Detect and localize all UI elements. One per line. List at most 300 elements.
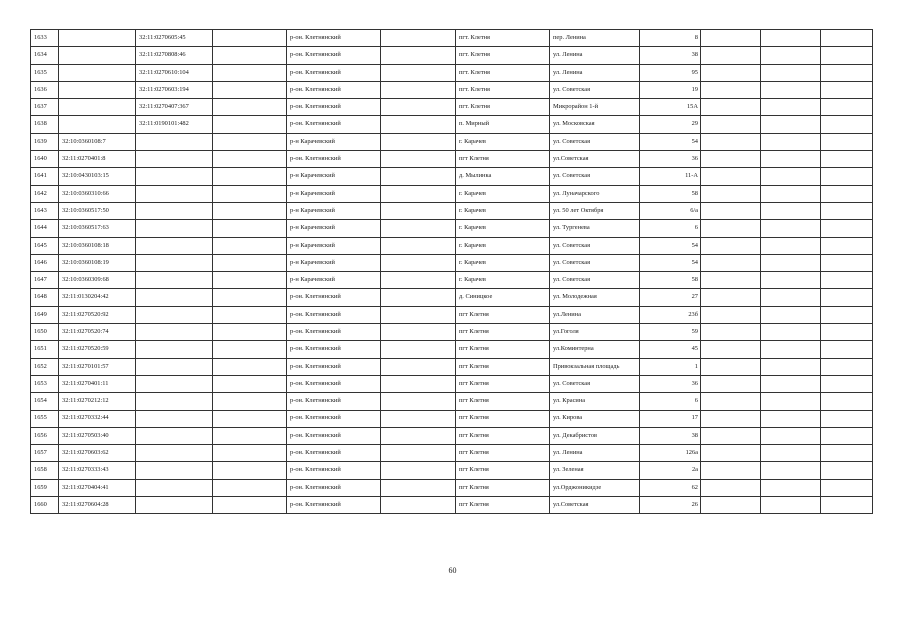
- street-cell: ул. Советская: [550, 168, 640, 185]
- empty-cell: [213, 341, 287, 358]
- empty-cell: [821, 393, 873, 410]
- street-cell: ул. Советская: [550, 81, 640, 98]
- house-number-cell: 95: [640, 64, 701, 81]
- empty-cell: [213, 306, 287, 323]
- row-number-cell: 1654: [31, 393, 59, 410]
- street-cell: ул. Советская: [550, 272, 640, 289]
- empty-cell: [701, 324, 761, 341]
- empty-cell: [381, 410, 456, 427]
- empty-cell: [381, 220, 456, 237]
- district-cell: р-он. Клетнянский: [287, 116, 381, 133]
- table-row: [31, 133, 873, 150]
- cadastral-number-cell: 32:11:0270332:44: [59, 410, 136, 427]
- empty-cell: [213, 324, 287, 341]
- empty-cell: [821, 47, 873, 64]
- empty-cell: [761, 272, 821, 289]
- empty-cell: [821, 306, 873, 323]
- row-number-cell: 1658: [31, 462, 59, 479]
- cadastral-number-alt-cell: [136, 497, 213, 514]
- row-number-cell: 1657: [31, 445, 59, 462]
- settlement-cell: пгт Клетня: [456, 151, 550, 168]
- table-row: [31, 81, 873, 98]
- empty-cell: [701, 393, 761, 410]
- empty-cell: [213, 497, 287, 514]
- settlement-cell: пгт Клетня: [456, 358, 550, 375]
- district-cell: р-н Карачевский: [287, 168, 381, 185]
- street-cell: ул.Ленина: [550, 306, 640, 323]
- house-number-cell: 6: [640, 393, 701, 410]
- cadastral-number-alt-cell: [136, 202, 213, 219]
- empty-cell: [821, 410, 873, 427]
- empty-cell: [821, 99, 873, 116]
- house-number-cell: 6: [640, 220, 701, 237]
- empty-cell: [821, 168, 873, 185]
- empty-cell: [821, 185, 873, 202]
- empty-cell: [701, 237, 761, 254]
- district-cell: р-н Карачевский: [287, 133, 381, 150]
- street-cell: ул. Луначарского: [550, 185, 640, 202]
- cadastral-number-cell: [59, 30, 136, 47]
- empty-cell: [761, 445, 821, 462]
- street-cell: ул.Гоголя: [550, 324, 640, 341]
- empty-cell: [213, 133, 287, 150]
- empty-cell: [821, 375, 873, 392]
- street-cell: ул.Орджоникидзе: [550, 479, 640, 496]
- cadastral-number-alt-cell: [136, 479, 213, 496]
- empty-cell: [381, 358, 456, 375]
- empty-cell: [381, 445, 456, 462]
- street-cell: ул.Коминтерна: [550, 341, 640, 358]
- row-number-cell: 1642: [31, 185, 59, 202]
- cadastral-number-alt-cell: [136, 358, 213, 375]
- row-number-cell: 1635: [31, 64, 59, 81]
- district-cell: р-он. Клетнянский: [287, 341, 381, 358]
- empty-cell: [213, 289, 287, 306]
- row-number-cell: 1650: [31, 324, 59, 341]
- cadastral-number-cell: 32:10:0360108:7: [59, 133, 136, 150]
- empty-cell: [213, 254, 287, 271]
- table-row: [31, 306, 873, 323]
- empty-cell: [213, 220, 287, 237]
- cadastral-number-alt-cell: [136, 237, 213, 254]
- row-number-cell: 1639: [31, 133, 59, 150]
- settlement-cell: п. Мирный: [456, 116, 550, 133]
- settlement-cell: г. Карачев: [456, 202, 550, 219]
- empty-cell: [821, 427, 873, 444]
- row-number-cell: 1649: [31, 306, 59, 323]
- table-row: [31, 341, 873, 358]
- empty-cell: [701, 289, 761, 306]
- empty-cell: [381, 272, 456, 289]
- empty-cell: [381, 99, 456, 116]
- row-number-cell: 1651: [31, 341, 59, 358]
- street-cell: пер. Ленина: [550, 30, 640, 47]
- empty-cell: [213, 272, 287, 289]
- empty-cell: [761, 358, 821, 375]
- empty-cell: [821, 445, 873, 462]
- settlement-cell: г. Карачев: [456, 272, 550, 289]
- empty-cell: [701, 116, 761, 133]
- cadastral-number-cell: 32:10:0360108:18: [59, 237, 136, 254]
- row-number-cell: 1655: [31, 410, 59, 427]
- empty-cell: [381, 324, 456, 341]
- empty-cell: [701, 306, 761, 323]
- empty-cell: [701, 272, 761, 289]
- cadastral-number-alt-cell: [136, 410, 213, 427]
- house-number-cell: 54: [640, 133, 701, 150]
- table-row: [31, 30, 873, 47]
- empty-cell: [213, 358, 287, 375]
- cadastral-number-alt-cell: [136, 254, 213, 271]
- house-number-cell: 29: [640, 116, 701, 133]
- cadastral-number-alt-cell: [136, 324, 213, 341]
- district-cell: р-н Карачевский: [287, 220, 381, 237]
- empty-cell: [381, 185, 456, 202]
- table-row: [31, 375, 873, 392]
- empty-cell: [701, 220, 761, 237]
- empty-cell: [381, 151, 456, 168]
- empty-cell: [213, 445, 287, 462]
- row-number-cell: 1653: [31, 375, 59, 392]
- empty-cell: [761, 497, 821, 514]
- empty-cell: [701, 99, 761, 116]
- empty-cell: [761, 47, 821, 64]
- district-cell: р-он. Клетнянский: [287, 324, 381, 341]
- empty-cell: [821, 151, 873, 168]
- district-cell: р-он. Клетнянский: [287, 99, 381, 116]
- street-cell: ул. Кирова: [550, 410, 640, 427]
- settlement-cell: пгт Клетня: [456, 306, 550, 323]
- district-cell: р-н Карачевский: [287, 202, 381, 219]
- empty-cell: [821, 64, 873, 81]
- empty-cell: [761, 151, 821, 168]
- house-number-cell: 19: [640, 81, 701, 98]
- district-cell: р-он. Клетнянский: [287, 462, 381, 479]
- district-cell: р-он. Клетнянский: [287, 30, 381, 47]
- cadastral-number-alt-cell: 32:11:0190101:482: [136, 116, 213, 133]
- cadastral-number-cell: 32:11:0270520:92: [59, 306, 136, 323]
- settlement-cell: г. Карачев: [456, 237, 550, 254]
- empty-cell: [381, 237, 456, 254]
- table-row: [31, 462, 873, 479]
- cadastral-number-cell: 32:10:0360309:68: [59, 272, 136, 289]
- street-cell: ул. Декабристов: [550, 427, 640, 444]
- row-number-cell: 1640: [31, 151, 59, 168]
- cadastral-number-alt-cell: 32:11:0270603:194: [136, 81, 213, 98]
- empty-cell: [761, 202, 821, 219]
- cadastral-number-alt-cell: [136, 168, 213, 185]
- table-row: [31, 202, 873, 219]
- empty-cell: [701, 30, 761, 47]
- house-number-cell: 26: [640, 497, 701, 514]
- cadastral-number-cell: 32:10:0360310:66: [59, 185, 136, 202]
- district-cell: р-он. Клетнянский: [287, 410, 381, 427]
- empty-cell: [701, 47, 761, 64]
- cadastral-number-cell: 32:11:0270401:8: [59, 151, 136, 168]
- settlement-cell: пгт Клетня: [456, 497, 550, 514]
- empty-cell: [821, 462, 873, 479]
- cadastral-number-alt-cell: 32:11:0270407:367: [136, 99, 213, 116]
- empty-cell: [701, 81, 761, 98]
- row-number-cell: 1633: [31, 30, 59, 47]
- empty-cell: [761, 427, 821, 444]
- row-number-cell: 1641: [31, 168, 59, 185]
- empty-cell: [761, 220, 821, 237]
- house-number-cell: 59: [640, 324, 701, 341]
- empty-cell: [381, 479, 456, 496]
- empty-cell: [213, 375, 287, 392]
- empty-cell: [761, 30, 821, 47]
- empty-cell: [821, 30, 873, 47]
- house-number-cell: 126а: [640, 445, 701, 462]
- district-cell: р-он. Клетнянский: [287, 151, 381, 168]
- empty-cell: [381, 497, 456, 514]
- empty-cell: [701, 427, 761, 444]
- empty-cell: [761, 289, 821, 306]
- cadastral-number-cell: 32:11:0270404:41: [59, 479, 136, 496]
- table-row: [31, 185, 873, 202]
- cadastral-number-cell: [59, 116, 136, 133]
- cadastral-number-cell: 32:11:0270101:57: [59, 358, 136, 375]
- empty-cell: [761, 168, 821, 185]
- empty-cell: [381, 168, 456, 185]
- house-number-cell: 17: [640, 410, 701, 427]
- empty-cell: [761, 393, 821, 410]
- cadastral-number-alt-cell: 32:11:0270605:45: [136, 30, 213, 47]
- empty-cell: [761, 341, 821, 358]
- cadastral-number-cell: 32:11:0270401:11: [59, 375, 136, 392]
- cadastral-number-cell: 32:11:0270520:74: [59, 324, 136, 341]
- row-number-cell: 1647: [31, 272, 59, 289]
- table-row: [31, 324, 873, 341]
- empty-cell: [821, 479, 873, 496]
- house-number-cell: 36: [640, 375, 701, 392]
- district-cell: р-он. Клетнянский: [287, 497, 381, 514]
- cadastral-number-alt-cell: 32:11:0270610:104: [136, 64, 213, 81]
- table-row: [31, 358, 873, 375]
- cadastral-number-alt-cell: 32:11:0270808:46: [136, 47, 213, 64]
- district-cell: р-н Карачевский: [287, 185, 381, 202]
- empty-cell: [213, 427, 287, 444]
- house-number-cell: 54: [640, 254, 701, 271]
- empty-cell: [381, 202, 456, 219]
- empty-cell: [821, 220, 873, 237]
- street-cell: ул. Советская: [550, 133, 640, 150]
- cadastral-number-alt-cell: [136, 341, 213, 358]
- cadastral-number-alt-cell: [136, 462, 213, 479]
- house-number-cell: 8: [640, 30, 701, 47]
- empty-cell: [701, 497, 761, 514]
- settlement-cell: пгт Клетня: [456, 393, 550, 410]
- settlement-cell: пгт. Клетня: [456, 81, 550, 98]
- empty-cell: [761, 410, 821, 427]
- district-cell: р-он. Клетнянский: [287, 375, 381, 392]
- empty-cell: [821, 254, 873, 271]
- house-number-cell: 6/а: [640, 202, 701, 219]
- empty-cell: [821, 81, 873, 98]
- settlement-cell: пгт. Клетня: [456, 99, 550, 116]
- empty-cell: [213, 99, 287, 116]
- page-number: 60: [448, 566, 457, 575]
- empty-cell: [213, 151, 287, 168]
- empty-cell: [701, 479, 761, 496]
- empty-cell: [761, 133, 821, 150]
- district-cell: р-он. Клетнянский: [287, 358, 381, 375]
- empty-cell: [761, 462, 821, 479]
- cadastral-number-cell: 32:10:0360517:63: [59, 220, 136, 237]
- cadastral-number-cell: 32:11:0270604:28: [59, 497, 136, 514]
- cadastral-number-cell: 32:11:0130204:42: [59, 289, 136, 306]
- street-cell: ул. Ленина: [550, 445, 640, 462]
- row-number-cell: 1636: [31, 81, 59, 98]
- cadastral-number-alt-cell: [136, 220, 213, 237]
- empty-cell: [761, 116, 821, 133]
- empty-cell: [213, 462, 287, 479]
- table-row: [31, 64, 873, 81]
- cadastral-number-cell: 32:11:0270520:59: [59, 341, 136, 358]
- empty-cell: [761, 237, 821, 254]
- house-number-cell: 54: [640, 237, 701, 254]
- street-cell: ул.Советская: [550, 497, 640, 514]
- cadastral-number-alt-cell: [136, 272, 213, 289]
- settlement-cell: д. Мылинка: [456, 168, 550, 185]
- empty-cell: [213, 168, 287, 185]
- empty-cell: [701, 151, 761, 168]
- row-number-cell: 1637: [31, 99, 59, 116]
- empty-cell: [821, 341, 873, 358]
- empty-cell: [381, 81, 456, 98]
- empty-cell: [701, 358, 761, 375]
- empty-cell: [381, 427, 456, 444]
- cadastral-number-alt-cell: [136, 393, 213, 410]
- row-number-cell: 1638: [31, 116, 59, 133]
- empty-cell: [213, 64, 287, 81]
- street-cell: ул. 50 лет Октября: [550, 202, 640, 219]
- empty-cell: [821, 237, 873, 254]
- street-cell: ул. Советская: [550, 237, 640, 254]
- house-number-cell: 58: [640, 185, 701, 202]
- settlement-cell: пгт Клетня: [456, 341, 550, 358]
- table-row: [31, 445, 873, 462]
- empty-cell: [381, 375, 456, 392]
- table-row: [31, 99, 873, 116]
- empty-cell: [821, 116, 873, 133]
- settlement-cell: пгт Клетня: [456, 479, 550, 496]
- cadastral-number-alt-cell: [136, 306, 213, 323]
- empty-cell: [701, 254, 761, 271]
- table-row: [31, 393, 873, 410]
- cadastral-number-cell: [59, 81, 136, 98]
- empty-cell: [381, 393, 456, 410]
- empty-cell: [701, 462, 761, 479]
- table-row: [31, 289, 873, 306]
- district-cell: р-он. Клетнянский: [287, 427, 381, 444]
- row-number-cell: 1634: [31, 47, 59, 64]
- table-row: [31, 116, 873, 133]
- cadastral-number-cell: 32:10:0430103:15: [59, 168, 136, 185]
- row-number-cell: 1660: [31, 497, 59, 514]
- house-number-cell: 58: [640, 272, 701, 289]
- street-cell: ул. Ленина: [550, 64, 640, 81]
- house-number-cell: 23б: [640, 306, 701, 323]
- cadastral-number-alt-cell: [136, 445, 213, 462]
- street-cell: ул. Красина: [550, 393, 640, 410]
- table-row: [31, 168, 873, 185]
- district-cell: р-н Карачевский: [287, 237, 381, 254]
- empty-cell: [381, 462, 456, 479]
- cadastral-number-cell: [59, 47, 136, 64]
- table-row: [31, 220, 873, 237]
- empty-cell: [761, 81, 821, 98]
- house-number-cell: 38: [640, 47, 701, 64]
- settlement-cell: пгт. Клетня: [456, 64, 550, 81]
- empty-cell: [213, 202, 287, 219]
- table-row: [31, 272, 873, 289]
- empty-cell: [761, 64, 821, 81]
- empty-cell: [761, 375, 821, 392]
- empty-cell: [213, 410, 287, 427]
- empty-cell: [701, 168, 761, 185]
- row-number-cell: 1646: [31, 254, 59, 271]
- empty-cell: [701, 133, 761, 150]
- empty-cell: [381, 47, 456, 64]
- street-cell: ул. Тургенева: [550, 220, 640, 237]
- table-row: [31, 427, 873, 444]
- row-number-cell: 1644: [31, 220, 59, 237]
- table-row: [31, 497, 873, 514]
- street-cell: ул. Московская: [550, 116, 640, 133]
- empty-cell: [213, 30, 287, 47]
- empty-cell: [761, 324, 821, 341]
- cadastral-number-alt-cell: [136, 185, 213, 202]
- cadastral-number-cell: 32:11:0270212:12: [59, 393, 136, 410]
- empty-cell: [821, 324, 873, 341]
- cadastral-number-alt-cell: [136, 133, 213, 150]
- settlement-cell: пгт. Клетня: [456, 30, 550, 47]
- district-cell: р-он. Клетнянский: [287, 393, 381, 410]
- cadastral-number-cell: 32:11:0270503:40: [59, 427, 136, 444]
- street-cell: ул. Советская: [550, 254, 640, 271]
- empty-cell: [701, 202, 761, 219]
- street-cell: ул. Советская: [550, 375, 640, 392]
- district-cell: р-он. Клетнянский: [287, 479, 381, 496]
- cadastral-number-cell: 32:10:0360517:50: [59, 202, 136, 219]
- table-row: [31, 479, 873, 496]
- district-cell: р-он. Клетнянский: [287, 47, 381, 64]
- empty-cell: [381, 133, 456, 150]
- house-number-cell: 15А: [640, 99, 701, 116]
- house-number-cell: 11-А: [640, 168, 701, 185]
- row-number-cell: 1656: [31, 427, 59, 444]
- house-number-cell: 62: [640, 479, 701, 496]
- empty-cell: [213, 393, 287, 410]
- empty-cell: [381, 116, 456, 133]
- settlement-cell: пгт Клетня: [456, 445, 550, 462]
- empty-cell: [821, 358, 873, 375]
- empty-cell: [821, 272, 873, 289]
- house-number-cell: 1: [640, 358, 701, 375]
- street-cell: ул.Советская: [550, 151, 640, 168]
- empty-cell: [213, 185, 287, 202]
- district-cell: р-н Карачевский: [287, 254, 381, 271]
- empty-cell: [381, 289, 456, 306]
- cadastral-number-cell: 32:11:0270333:43: [59, 462, 136, 479]
- row-number-cell: 1645: [31, 237, 59, 254]
- empty-cell: [701, 445, 761, 462]
- district-cell: р-н Карачевский: [287, 272, 381, 289]
- table-row: [31, 151, 873, 168]
- settlement-cell: пгт Клетня: [456, 427, 550, 444]
